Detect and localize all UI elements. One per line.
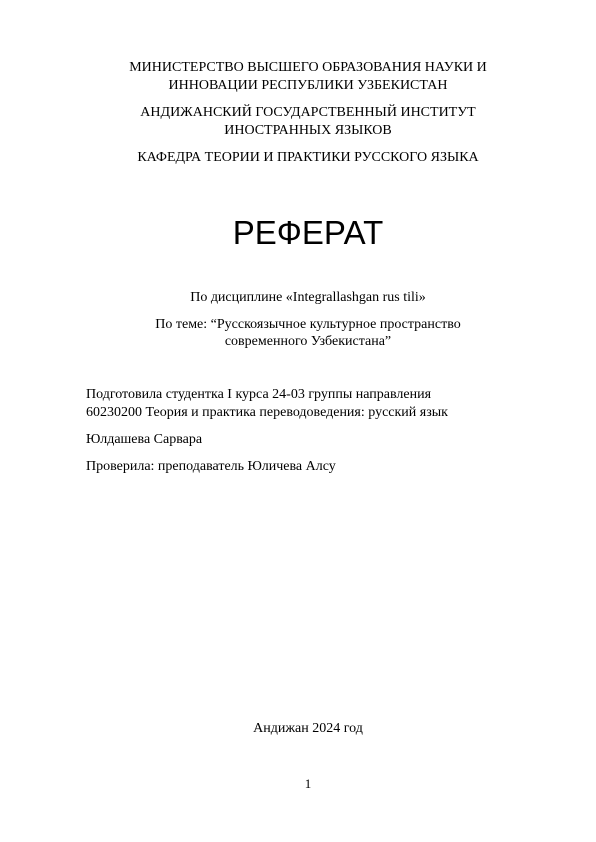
- topic-line-2: современного Узбекистана”: [224, 334, 392, 349]
- ministry-line-1: МИНИСТЕРСТВО ВЫСШЕГО ОБРАЗОВАНИЯ НАУКИ И: [129, 60, 487, 75]
- checked-by: Проверила: преподаватель Юличева Алсу: [86, 459, 336, 474]
- ministry-line-2: ИННОВАЦИИ РЕСПУБЛИКИ УЗБЕКИСТАН: [168, 78, 448, 93]
- department-name: КАФЕДРА ТЕОРИИ И ПРАКТИКИ РУССКОГО ЯЗЫКА: [137, 150, 479, 165]
- document-title: РЕФЕРАТ: [232, 214, 384, 251]
- student-name: Юлдашева Сарвара: [86, 432, 203, 447]
- subject-line: По дисциплине «Integrallashgan rus tili»: [190, 290, 426, 305]
- institute-line-2: ИНОСТРАННЫХ ЯЗЫКОВ: [224, 123, 392, 138]
- place-year: Андижан 2024 год: [253, 721, 363, 736]
- page-number: 1: [304, 776, 312, 791]
- prepared-by-line-1: Подготовила студентка I курса 24-03 группы направления: [86, 387, 432, 402]
- prepared-by-line-2: 60230200 Теория и практика переводоведения: русский язык: [86, 405, 448, 420]
- topic-line-1: По теме: “Русскоязычное культурное пространство: [155, 317, 461, 332]
- institute-line-1: АНДИЖАНСКИЙ ГОСУДАРСТВЕННЫЙ ИНСТИТУТ: [140, 105, 476, 120]
